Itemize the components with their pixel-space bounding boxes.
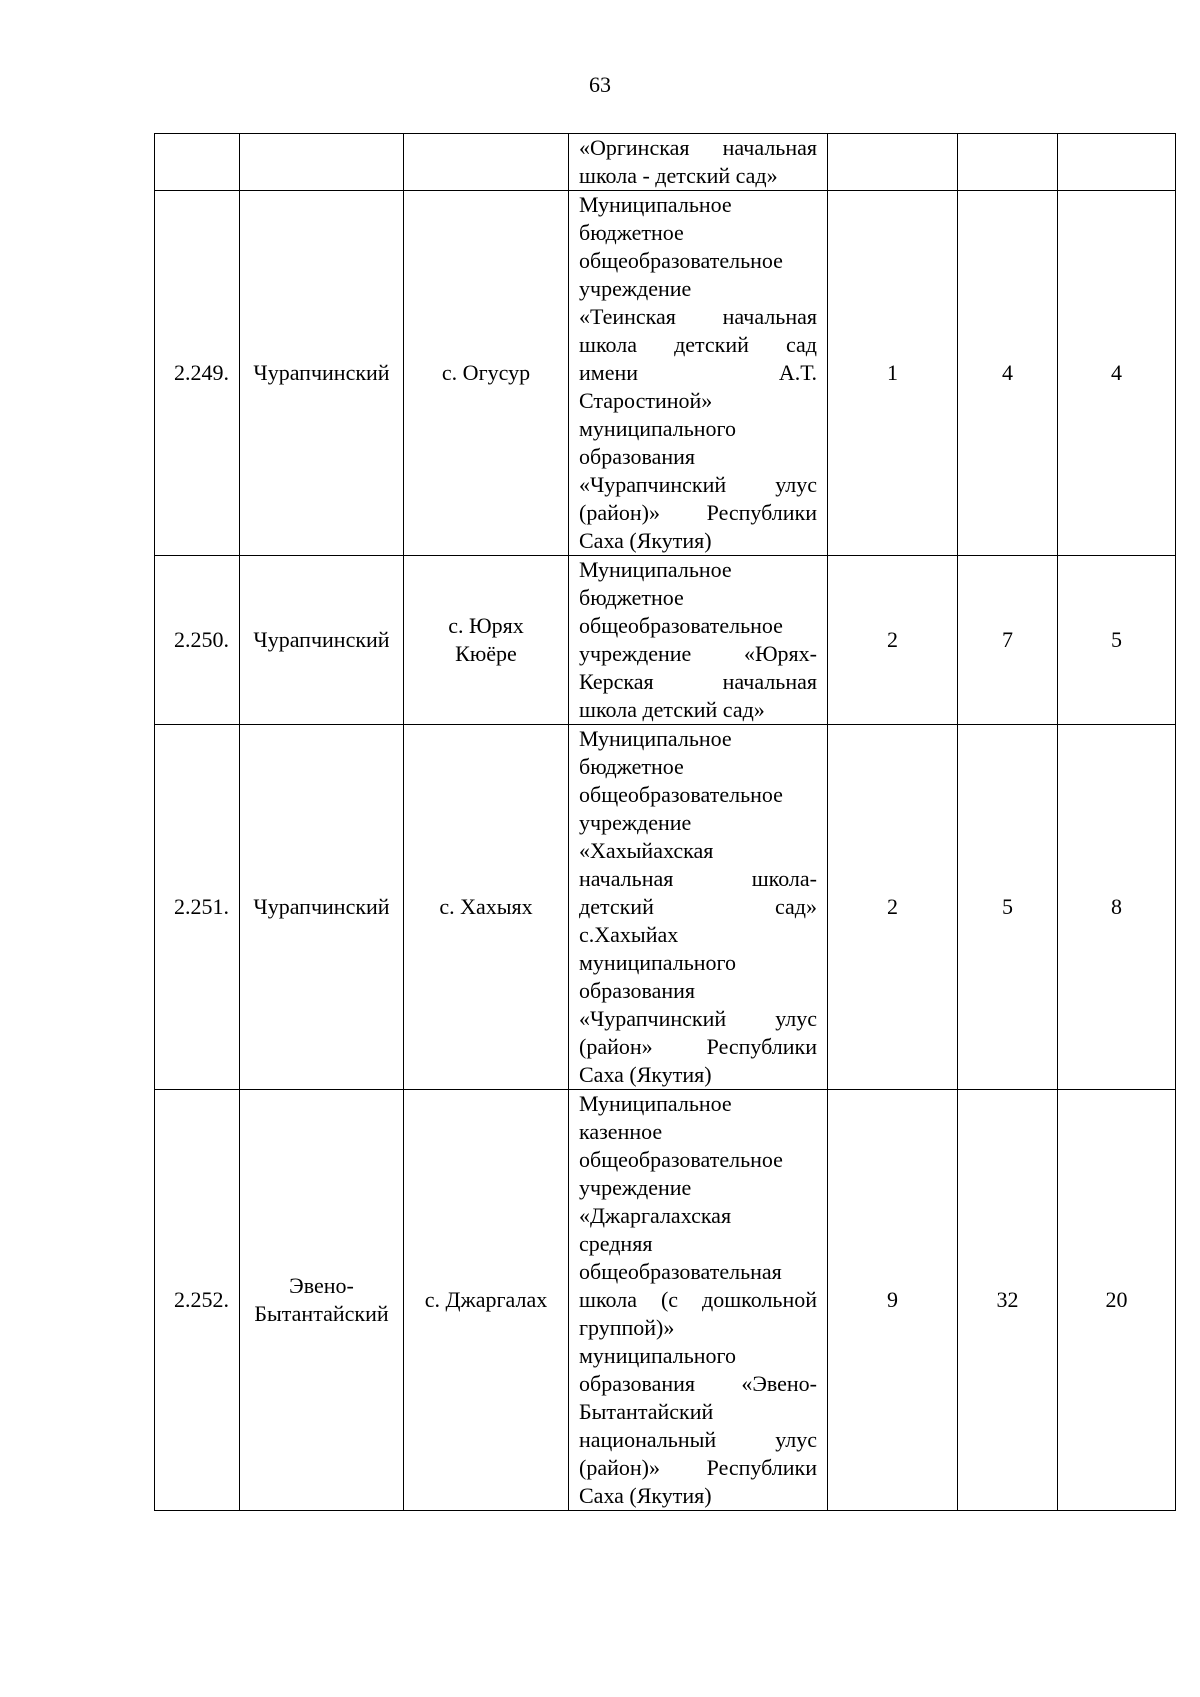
- table-row: [155, 134, 1176, 191]
- institution-name-cell: [569, 725, 828, 1090]
- institution-name-line: Керская начальная: [579, 669, 817, 694]
- count-cell-2: 4: [958, 191, 1058, 556]
- institution-name-line: общеобразовательное: [579, 248, 783, 273]
- count-cell-2: 7: [958, 556, 1058, 725]
- institution-name-line: образования: [579, 978, 696, 1003]
- institution-name-line: учреждение «Юрях-: [579, 641, 817, 666]
- district-cell: [240, 191, 404, 556]
- institution-name-line: школа (с дошкольной: [579, 1287, 817, 1312]
- institution-name-line: национальный улус: [579, 1427, 817, 1452]
- institution-name-line: «Хахыйахская: [579, 838, 714, 863]
- district-line: Бытантайский: [254, 1301, 389, 1326]
- settlement-cell: [404, 1090, 569, 1511]
- schools-table: [154, 133, 1176, 1511]
- settlement-cell: [404, 556, 569, 725]
- table-row: [155, 556, 1176, 725]
- count-cell-1: 9: [828, 1090, 958, 1511]
- district-line: Чурапчинский: [253, 360, 390, 385]
- institution-name-line: Саха (Якутия): [579, 528, 712, 553]
- district-cell: [240, 134, 404, 191]
- table-row: [155, 725, 1176, 1090]
- institution-name-line: школа детский сад: [579, 332, 817, 357]
- institution-name-line: учреждение: [579, 276, 692, 301]
- institution-name-line: муниципального: [579, 1343, 737, 1368]
- row-number-cell: 2.251.: [155, 725, 240, 1090]
- institution-name-line: общеобразовательное: [579, 782, 783, 807]
- institution-name-line: Муниципальное: [579, 1091, 732, 1116]
- district-line: Чурапчинский: [253, 894, 390, 919]
- count-cell-3: 5: [1058, 556, 1176, 725]
- district-cell: [240, 1090, 404, 1511]
- count-cell-3: [1058, 134, 1176, 191]
- page-number: 63: [589, 72, 611, 97]
- institution-name-line: школа детский сад»: [579, 697, 765, 722]
- institution-name-cell: [569, 134, 828, 191]
- institution-name-line: общеобразовательная: [579, 1259, 782, 1284]
- row-number-cell: 2.249.: [155, 191, 240, 556]
- institution-name-line: «Теинская начальная: [579, 304, 817, 329]
- institution-name-line: Старостиной»: [579, 388, 713, 413]
- settlement-line: с. Хахыях: [439, 894, 533, 919]
- count-cell-2: 32: [958, 1090, 1058, 1511]
- settlement-cell: [404, 725, 569, 1090]
- institution-name-cell: [569, 1090, 828, 1511]
- settlement-line: с. Джаргалах: [424, 1287, 548, 1312]
- institution-name-line: муниципального: [579, 416, 737, 441]
- institution-name-line: бюджетное: [579, 585, 684, 610]
- institution-name-line: группой)»: [579, 1315, 675, 1340]
- count-cell-1: 2: [828, 556, 958, 725]
- institution-name-line: учреждение: [579, 810, 692, 835]
- institution-name-line: учреждение: [579, 1175, 692, 1200]
- institution-name-line: средняя: [579, 1231, 653, 1256]
- institution-name-line: (район)» Республики: [579, 500, 817, 525]
- institution-name-line: детский сад»: [579, 894, 817, 919]
- institution-name-line: школа - детский сад»: [579, 163, 778, 188]
- row-number-cell: 2.250.: [155, 556, 240, 725]
- institution-name-line: образования: [579, 444, 696, 469]
- row-number-cell: 2.252.: [155, 1090, 240, 1511]
- institution-name-line: «Чурапчинский улус: [579, 1006, 817, 1031]
- institution-name-line: общеобразовательное: [579, 613, 783, 638]
- institution-name-cell: [569, 191, 828, 556]
- institution-name-line: Бытантайский: [579, 1399, 714, 1424]
- count-cell-1: 2: [828, 725, 958, 1090]
- institution-name-line: с.Хахыйах: [579, 922, 679, 947]
- institution-name-line: Муниципальное: [579, 192, 732, 217]
- institution-name-line: Муниципальное: [579, 726, 732, 751]
- institution-name-line: (район)» Республики: [579, 1455, 817, 1480]
- institution-name-line: «Оргинская начальная: [579, 135, 817, 160]
- institution-name-line: Саха (Якутия): [579, 1062, 712, 1087]
- institution-name-line: начальная школа-: [579, 866, 817, 891]
- count-cell-3: 8: [1058, 725, 1176, 1090]
- settlement-line: с. Огусур: [441, 360, 531, 385]
- institution-name-line: имени А.Т.: [579, 360, 817, 385]
- count-cell-1: 1: [828, 191, 958, 556]
- institution-name-line: казенное: [579, 1119, 663, 1144]
- count-cell-1: [828, 134, 958, 191]
- count-cell-2: [958, 134, 1058, 191]
- institution-name-line: общеобразовательное: [579, 1147, 783, 1172]
- count-cell-3: 4: [1058, 191, 1176, 556]
- count-cell-3: 20: [1058, 1090, 1176, 1511]
- row-number-cell: [155, 134, 240, 191]
- institution-name-line: образования «Эвено-: [579, 1371, 817, 1396]
- settlement-cell: [404, 134, 569, 191]
- institution-name-cell: [569, 556, 828, 725]
- settlement-cell: [404, 191, 569, 556]
- district-line: Чурапчинский: [253, 627, 390, 652]
- institution-name-line: Саха (Якутия): [579, 1483, 712, 1508]
- district-line: Эвено-: [289, 1273, 354, 1298]
- settlement-line: Кюёре: [455, 641, 517, 666]
- institution-name-line: (район» Республики: [579, 1034, 817, 1059]
- institution-name-line: «Джаргалахская: [579, 1203, 732, 1228]
- table-row: [155, 191, 1176, 556]
- institution-name-line: муниципального: [579, 950, 737, 975]
- district-cell: [240, 556, 404, 725]
- table-row: [155, 1090, 1176, 1511]
- district-cell: [240, 725, 404, 1090]
- institution-name-line: бюджетное: [579, 220, 684, 245]
- count-cell-2: 5: [958, 725, 1058, 1090]
- institution-name-line: Муниципальное: [579, 557, 732, 582]
- institution-name-line: «Чурапчинский улус: [579, 472, 817, 497]
- institution-name-line: бюджетное: [579, 754, 684, 779]
- settlement-line: с. Юрях: [448, 613, 524, 638]
